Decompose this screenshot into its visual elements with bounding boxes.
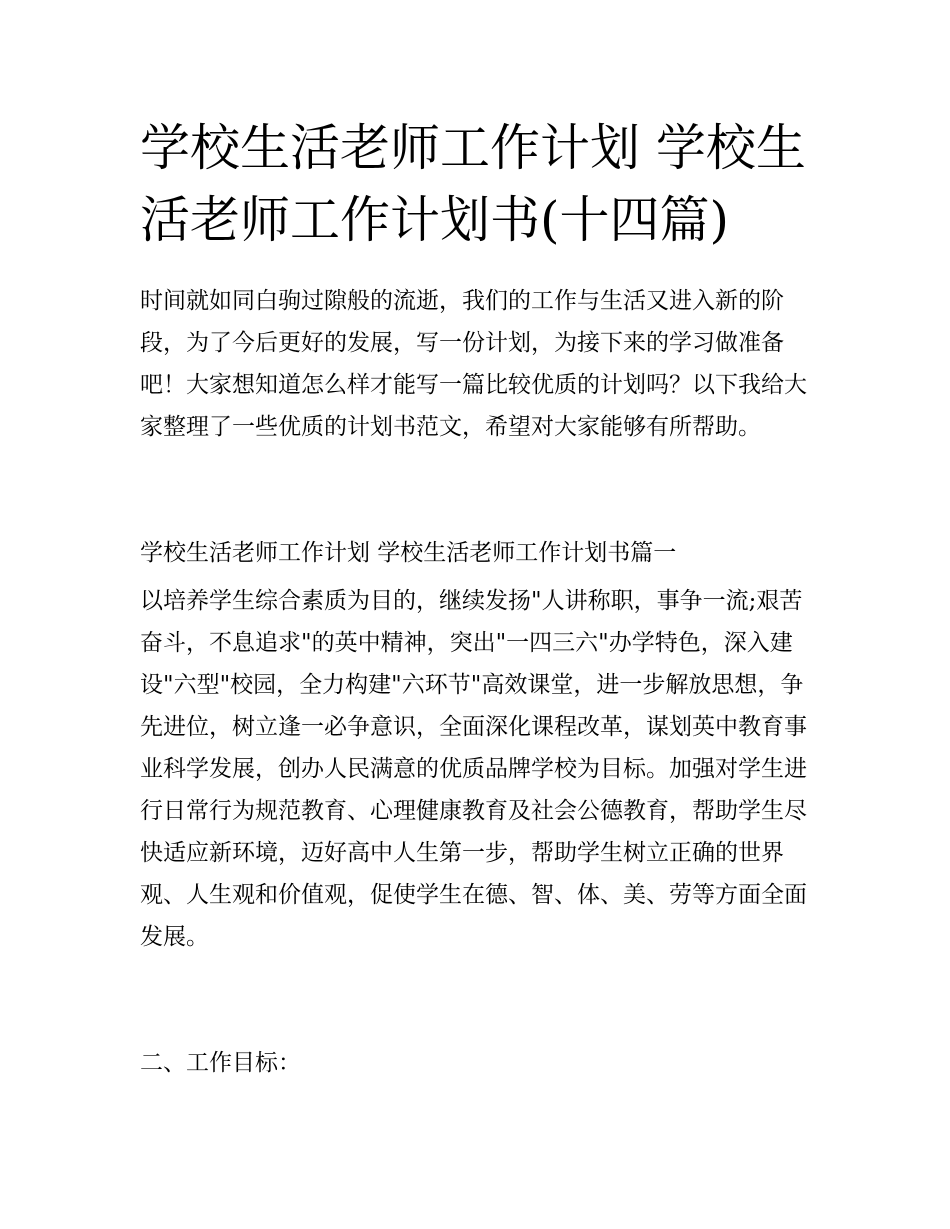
- document-title: 学校生活老师工作计划 学校生活老师工作计划书(十四篇): [140, 119, 806, 249]
- subheading-work-goals: 二、工作目标：: [140, 1050, 301, 1076]
- main-paragraph: 以培养学生综合素质为目的，继续发扬"人讲称职，事争一流;艰苦奋斗，不息追求"的英中精神，突出"一四三六"办学特色，深入建设"六型"校园，全力构建"六环节"高效课堂，进一步解放思想，争先进位，树立逢一必争意识，全面深化课程改革，谋划英中教育事业科学发展，创办人民满意的优质品牌学校为目标。加强对学生进行日常行为规范教育、心理健康教育及社会公德教育，帮助学生尽快适应新环境，迈好高中人生第一步，帮助学生树立正确的世界观、人生观和价值观，促使学生在德、智、体、美、劳等方面全面发展。: [140, 588, 807, 950]
- intro-paragraph: 时间就如同白驹过隙般的流逝，我们的工作与生活又进入新的阶段，为了今后更好的发展，写一份计划，为接下来的学习做准备吧！大家想知道怎么样才能写一篇比较优质的计划吗？以下我给大家整理了一些优质的计划书范文，希望对大家能够有所帮助。: [140, 288, 807, 440]
- section-heading: 学校生活老师工作计划 学校生活老师工作计划书篇一: [140, 540, 677, 566]
